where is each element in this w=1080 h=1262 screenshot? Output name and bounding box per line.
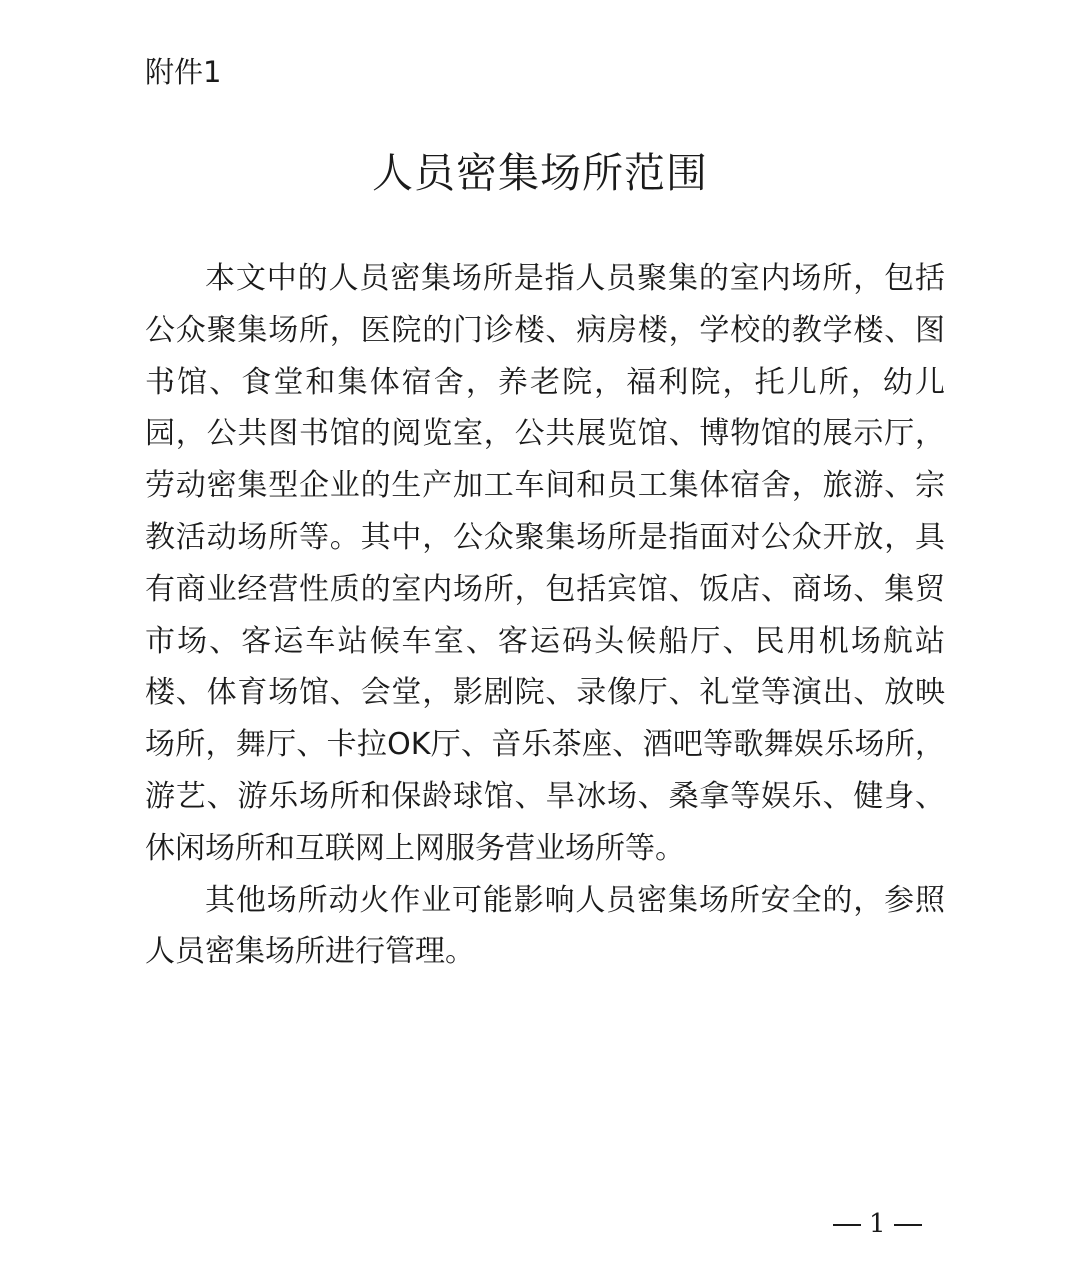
attachment-label: 附件1 (145, 55, 222, 89)
body-paragraph-2: 其他场所动火作业可能影响人员密集场所安全的，参照人员密集场所进行管理。 (145, 882, 945, 970)
dash-right-decoration (894, 1224, 922, 1226)
page-number: 1 (869, 1209, 886, 1239)
page-title: 人员密集场所范围 (372, 149, 708, 197)
body-paragraph-1: 本文中的人员密集场所是指人员聚集的室内场所，包括公众聚集场所，医院的门诊楼、病房楼，学校的教学楼、图书馆、食堂和集体宿舍，养老院，福利院，托儿所，幼儿园，公共图书馆的阅览室，公共展览馆、博物馆的展示厅，劳动密集型企业的生产加工车间和员工集体宿舍，旅游、宗教活动场所等。其中，公众聚集场所是指面对公众开放，具有商业经营性质的室内场所，包括宾馆、饭店、商场、集贸市场、客运车站候车室、客运码头候船厅、民用机场航站楼、体育场馆、会堂，影剧院、录像厅、礼堂等演出、放映场所，舞厅、卡拉OK厅、音乐茶座、酒吧等歌舞娱乐场所，游艺、游乐场所和保龄球馆、旱冰场、桑拿等娱乐、健身、休闲场所和互联网上网服务营业场所等。 (145, 261, 945, 866)
dash-left-decoration (833, 1224, 861, 1226)
document-body (145, 253, 945, 978)
